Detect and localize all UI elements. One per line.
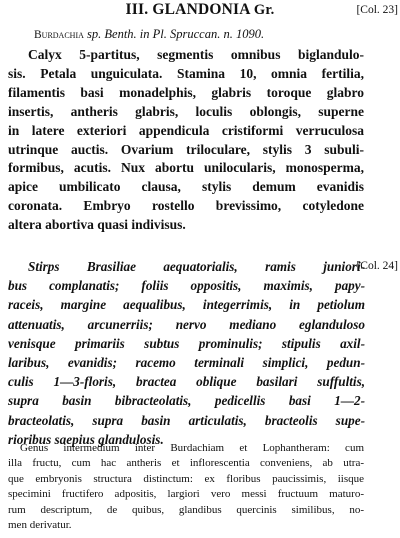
description-line: formibus, acutis. Nux abortu unilocularis, monosperma, (8, 160, 364, 176)
description-line: apice umbilicato clausa, stylis demum evanidis (8, 179, 364, 195)
species-line: bus complanatis; foliis oppositis, maximis, papy- (8, 278, 365, 294)
description-line: utrinque auctis. Ovarium triloculare, stylis 3 subuli- (8, 141, 364, 157)
description-line: sis. Petala unguiculata. Stamina 10, omnia fertilia, (8, 65, 364, 81)
species-line: Stirps Brasiliae aequatorialis, ramis juniori- (28, 259, 365, 274)
species-line: bracteolatis, supra basin articulatis, bracteolis supe- (8, 412, 365, 428)
genus-heading (0, 1, 400, 19)
note-line: men derivatur. (8, 519, 72, 532)
species-line: raceis, margine aequalibus, integerrimis, in petiolum (8, 297, 365, 313)
genus-note (8, 441, 364, 533)
description-line: altera abortiva quasi indivisus. (8, 217, 186, 233)
note-line: que embryonis structura distinctum: ex floribus paucissimis, iisque (8, 472, 364, 485)
genus-title: III. GLANDONIA (125, 1, 250, 18)
species-line: rioribus saepius glandulosis. (8, 431, 164, 447)
species-line: culis 1—3-floris, bractea oblique basilari suffultis, (8, 374, 365, 390)
species-line: supra basin bibracteolatis, pedicellis basi 1—2- (8, 393, 365, 409)
species-description (8, 257, 365, 449)
synonym-genus: Burdachia (34, 29, 84, 41)
species-line: laribus, evanidis; racemo terminali simplici, pedun- (8, 355, 365, 371)
note-line: specimini fructifero adpositis, largiori vero messi fructuum maturo- (8, 488, 364, 501)
note-line: rum descriptum, de quibus, glandibus quercinis similibus, no- (8, 503, 364, 516)
synonym-line (34, 27, 264, 42)
description-line: in latere exteriori appendicula cristiformi verruculosa (8, 122, 364, 138)
column-marker-24: [Col. 24] (356, 260, 398, 272)
genus-description (8, 46, 364, 235)
note-line: Genus intermedium inter Burdachiam et Lophantheram: cum (20, 442, 364, 454)
description-line: coronata. Embryo rostello brevissimo, cotyledone (8, 198, 364, 214)
synonym-reference: sp. Benth. in Pl. Spruccan. n. 1090. (87, 27, 265, 41)
description-line: Calyx 5-partitus, segmentis omnibus biglandulo- (28, 47, 364, 62)
species-line: venisque primariis subtus prominulis; stipulis axil- (8, 335, 365, 351)
description-line: filamentis basi monadelphis, glabris toroque glabro (8, 84, 364, 100)
genus-author: Gr. (253, 2, 275, 18)
species-line: attenuatis, arcunerriis; nervo mediano eglanduloso (8, 316, 365, 332)
note-line: illa fructu, cum hac antheris et inflorescentia conveniens, ab utra- (8, 457, 364, 470)
description-line: insertis, antheris glabris, loculis oblongis, superne (8, 103, 364, 119)
column-marker-23: [Col. 23] (356, 4, 398, 16)
